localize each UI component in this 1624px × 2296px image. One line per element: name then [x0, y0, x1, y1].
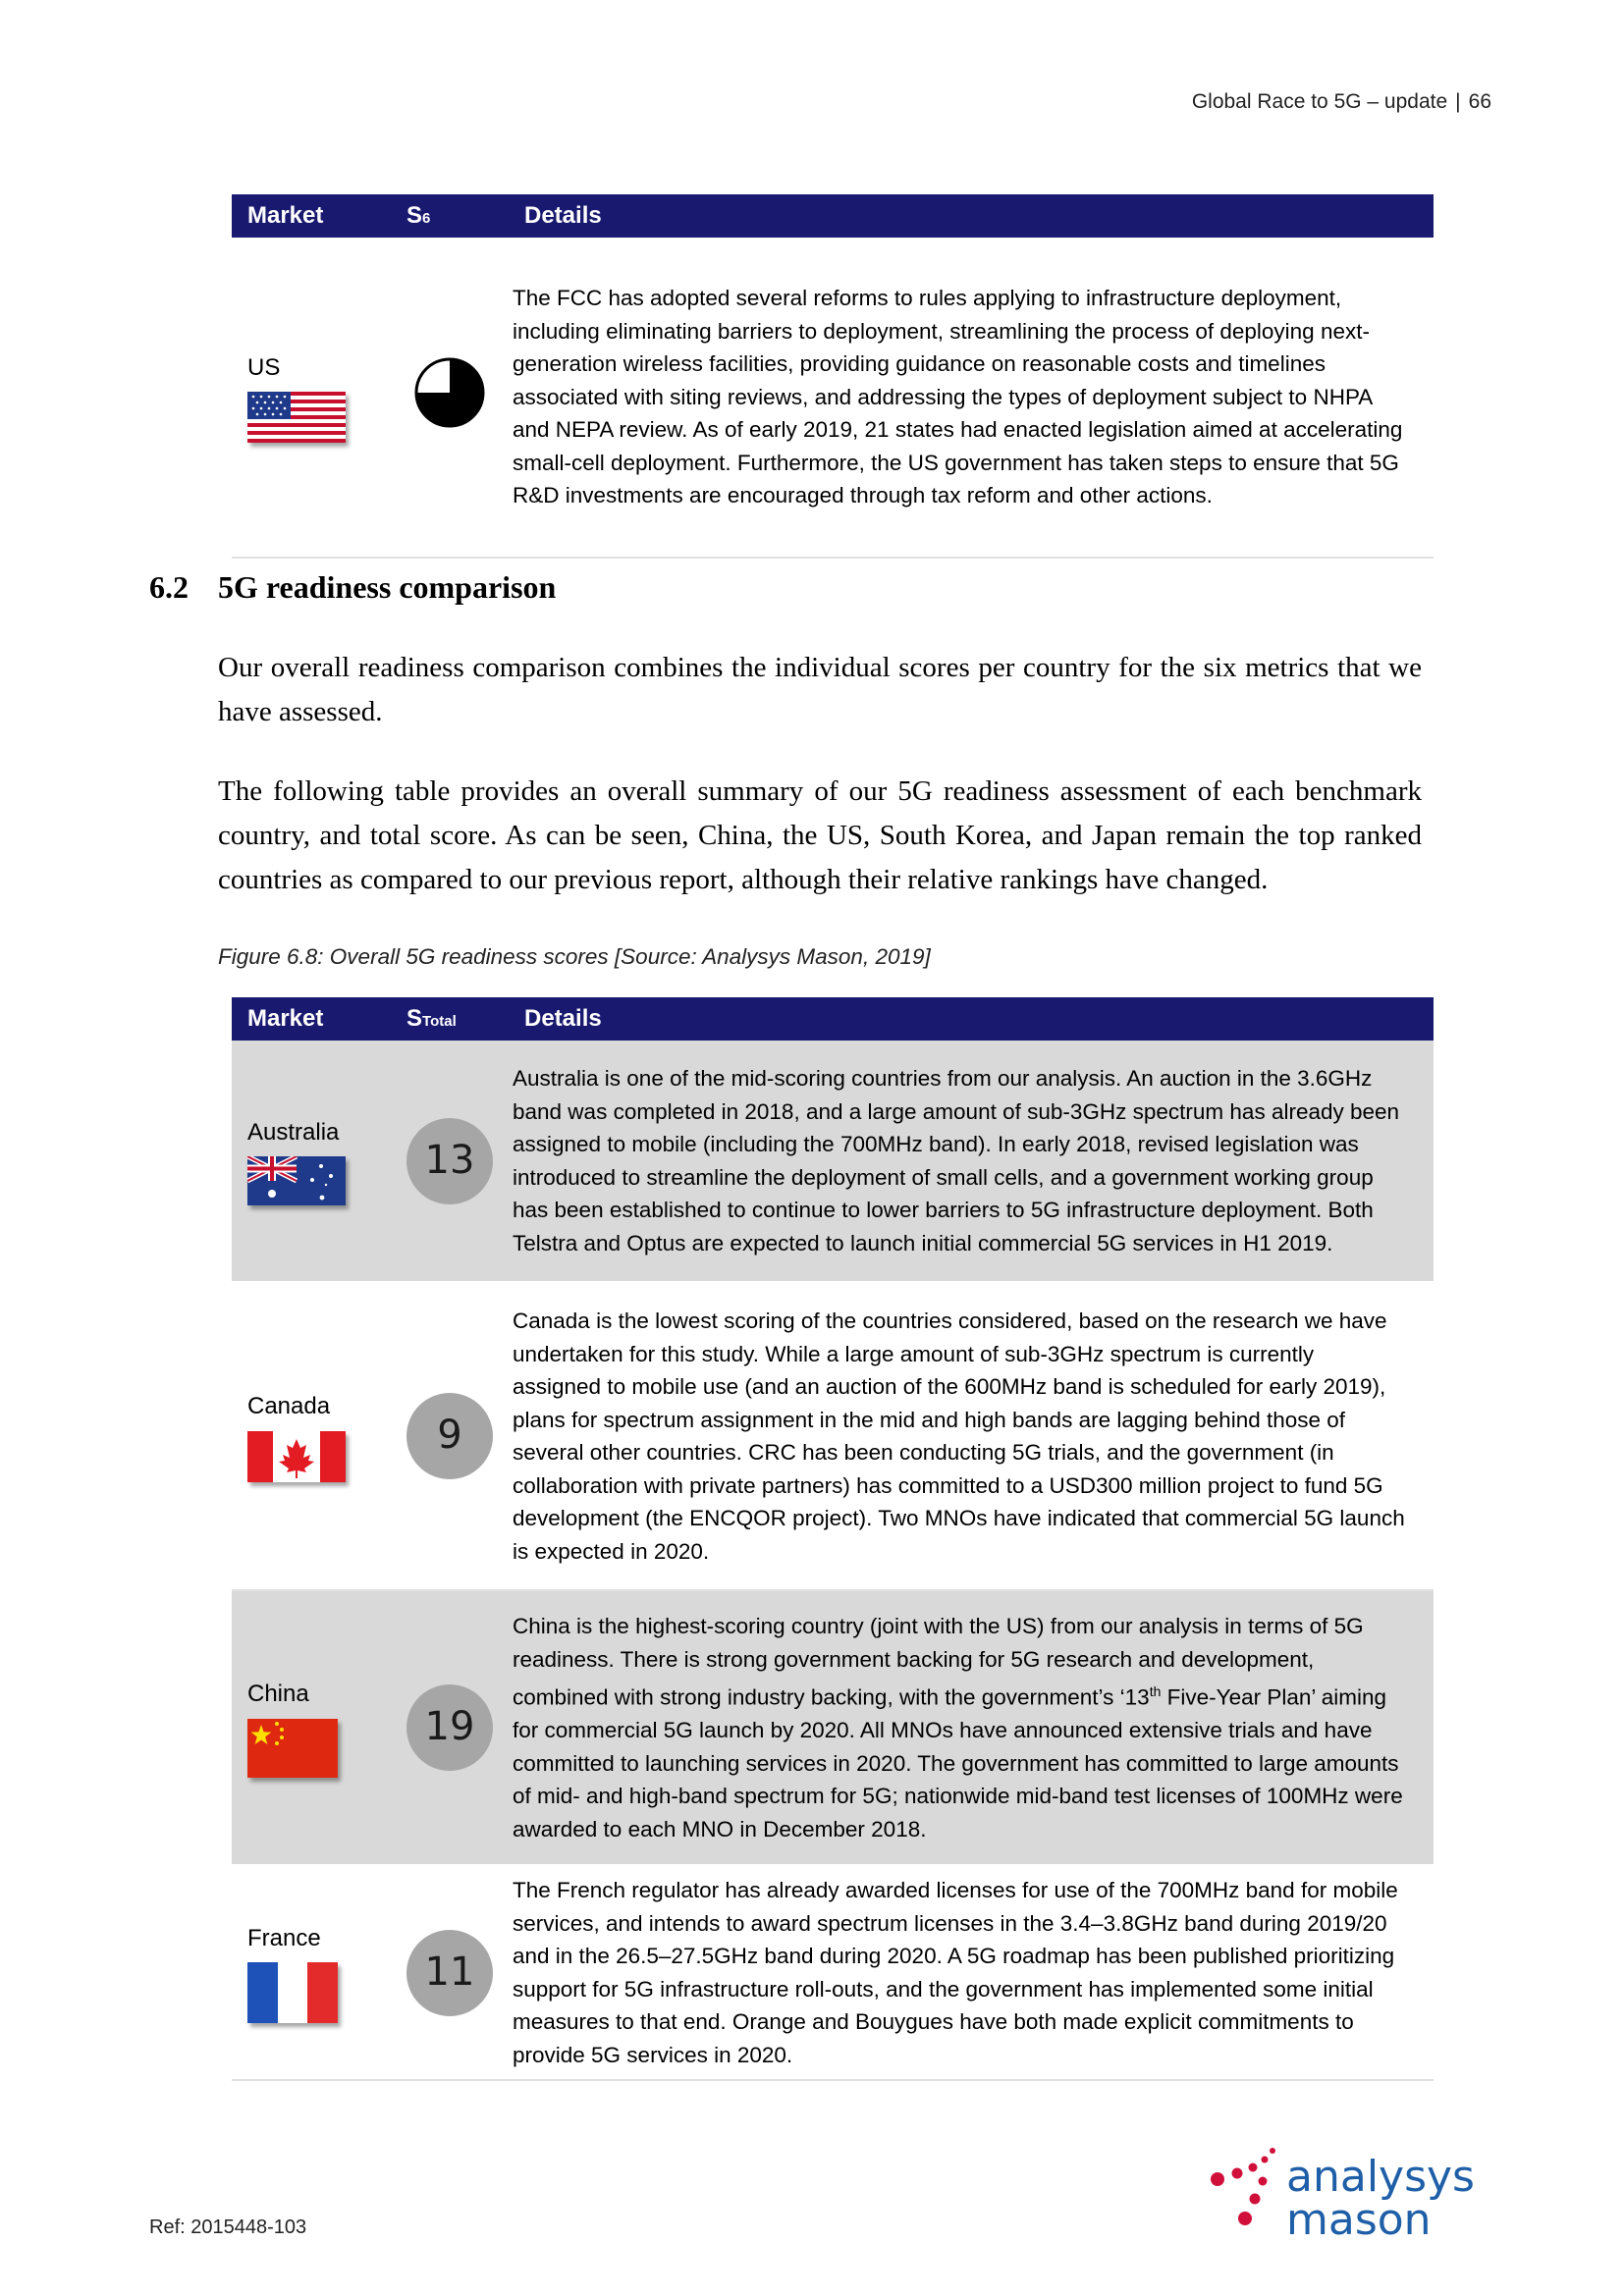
us-flag-icon — [247, 392, 346, 443]
country-name: France — [247, 1924, 321, 1951]
country-name: China — [247, 1681, 309, 1708]
three-quarter-circle-score-icon — [413, 356, 486, 429]
page-header — [1192, 90, 1491, 114]
details-header: Details — [509, 997, 1434, 1041]
score-cell — [391, 1590, 509, 1865]
market-cell — [232, 1282, 391, 1590]
paragraph-2: The following table provides an overall summary of our 5G readiness assessment of each benchmark country, and total score. As can be seen, China, the US, South Korea, and Japan remain the top ranked countries as compared to our previous report, although their relative rankings have changed. — [218, 775, 1422, 895]
market-cell — [232, 1041, 391, 1282]
report-title: Global Race to 5G – update — [1191, 90, 1448, 113]
analysys-mason-logo — [1208, 2140, 1522, 2248]
australia-flag-icon — [247, 1156, 346, 1205]
figure-caption: Figure 6.8: Overall 5G readiness scores [Source: Analysys Mason, 2019] — [218, 944, 931, 969]
table-row-france — [232, 1865, 1434, 2080]
page-number: 66 — [1468, 90, 1491, 113]
table-row-canada — [232, 1282, 1434, 1590]
score-cell — [391, 1282, 509, 1590]
score-badge: 9 — [406, 1393, 493, 1479]
score-header: S6 — [391, 194, 509, 238]
score-header: STotal — [391, 997, 509, 1041]
market-cell — [232, 238, 391, 558]
table-header-row — [232, 194, 1434, 238]
market-header: Market — [232, 997, 391, 1041]
score-badge: 19 — [406, 1684, 493, 1771]
china-flag-icon — [247, 1719, 338, 1778]
score-badge: 11 — [406, 1930, 493, 2016]
country-name: Canada — [247, 1393, 331, 1420]
table-row-australia — [232, 1041, 1434, 1282]
overall-readiness-table — [232, 997, 1434, 2081]
score-cell — [391, 1865, 509, 2080]
france-flag-icon — [247, 1962, 338, 2023]
country-name: US — [247, 353, 281, 381]
table-header-row — [232, 997, 1434, 1041]
details-cell: Australia is one of the mid-scoring countries from our analysis. An auction in the 3.6GHz band was completed in 2018, and a large amount of sub-3GHz spectrum has already been assigned to mobile (including the 700MHz band). In early 2018, revised legislation was introduced to streamline the deployment of small cells, and a government working group has been established to continue to lower barriers to 5G infrastructure deployment. Both Telstra and Optus are expected to launch initial commercial 5G services in H1 2019. — [509, 1041, 1434, 1282]
market-cell — [232, 1865, 391, 2080]
table-row-us — [232, 238, 1434, 558]
market-cell — [232, 1590, 391, 1865]
table-row-china — [232, 1590, 1434, 1865]
details-cell: China is the highest-scoring country (joint with the US) from our analysis in terms of 5G readiness. There is strong government backing for 5G research and development, combined with strong industry backing, with the government’s ‘13th Five-Year Plan’ aiming for commercial 5G launch by 2020. All MNOs have announced extensive trials and have committed to launching services in 2020. The government has committed to large amounts of mid- and high-band spectrum for 5G; nationwide mid-band test licenses of 100MHz were awarded to each MNO in December 2018. — [509, 1590, 1434, 1865]
details-header: Details — [509, 194, 1434, 238]
details-cell: The French regulator has already awarded licenses for use of the 700MHz band for mobile services, and intends to award spectrum licenses in the 3.4–3.8GHz band during 2019/20 and in the 26.5–27.5GHz band during 2020. A 5G roadmap has been published prioritizing support for 5G infrastructure roll-outs, and the government has implemented some initial measures to that end. Orange and Bouygues have both made explicit commitments to provide 5G services in 2020. — [509, 1865, 1434, 2080]
details-cell: Canada is the lowest scoring of the countries considered, based on the research we have undertaken for this study. While a large amount of sub-3GHz spectrum is currently assigned to mobile use (and an auction of the 600MHz band is scheduled for early 2019), plans for spectrum assignment in the mid and high bands are lagging behind those of several other countries. CRC has been conducting 5G trials, and the government (in collaboration with private partners) has committed to a USD300 million project to fund 5G development (the ENCQOR project). Two MNOs have indicated that commercial 5G launch is expected in 2020. — [509, 1282, 1434, 1590]
logo-text-line2: mason — [1286, 2195, 1432, 2245]
score-cell — [391, 238, 509, 558]
canada-flag-icon — [247, 1431, 346, 1482]
footer-reference: Ref: 2015448-103 — [149, 2216, 307, 2238]
section-heading — [149, 569, 556, 606]
header-separator: | — [1455, 90, 1461, 113]
score-badge: 13 — [406, 1118, 493, 1204]
market-header: Market — [232, 194, 391, 238]
score-cell — [391, 1041, 509, 1282]
section-title: 5G readiness comparison — [218, 569, 557, 605]
us-readiness-table — [232, 194, 1434, 559]
section-number: 6.2 — [149, 569, 189, 605]
details-cell: The FCC has adopted several reforms to rules applying to infrastructure deployment, including eliminating barriers to deployment, streamlining the process of deploying next-generation wireless facilities, providing guidance on reasonable costs and timelines associated with siting reviews, and addressing the types of deployment subject to NHPA and NEPA review. As of early 2019, 21 states had enacted legislation aimed at accelerating small-cell deployment. Furthermore, the US government has taken steps to ensure that 5G R&D investments are encouraged through tax reform and other actions. — [509, 238, 1434, 558]
country-name: Australia — [247, 1118, 340, 1146]
logo-text-line1: analysys — [1286, 2152, 1475, 2202]
paragraph-1: Our overall readiness comparison combines the individual scores per country for the six metrics that we have assessed. — [218, 652, 1422, 727]
